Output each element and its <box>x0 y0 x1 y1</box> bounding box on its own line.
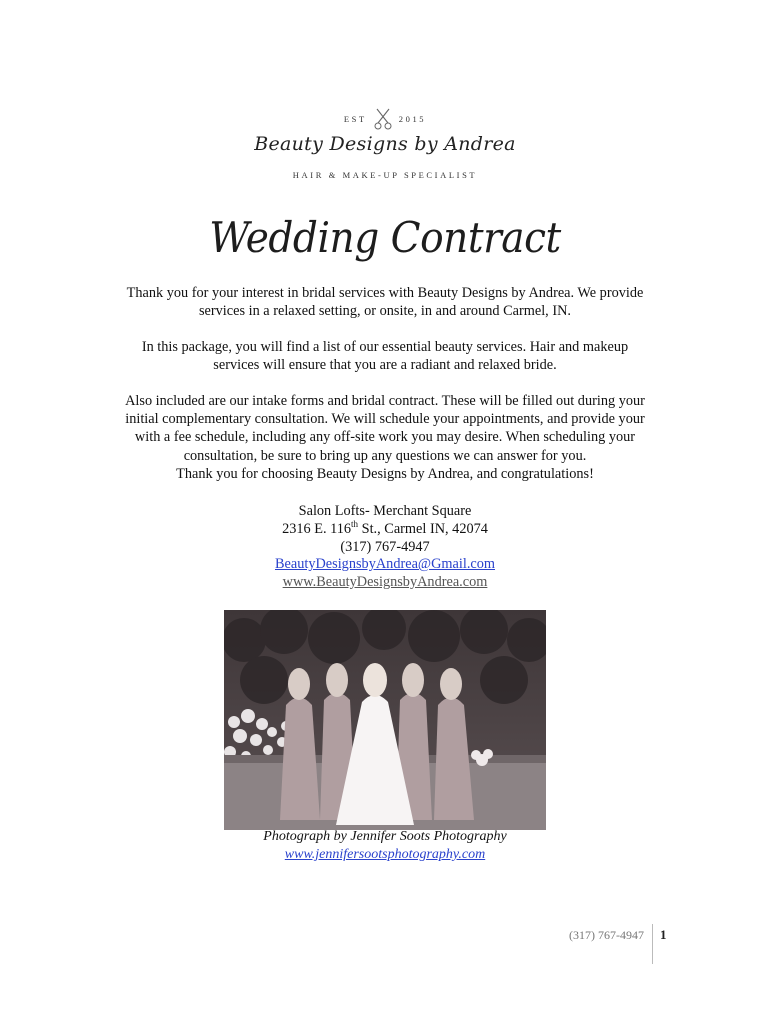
scissors-icon <box>373 108 393 130</box>
footer-divider <box>652 924 653 964</box>
photographer-link[interactable]: www.jennifersootsphotography.com <box>284 847 486 862</box>
text-line: with a fee schedule, including any off-site work you may desire. When scheduling your <box>134 429 636 446</box>
forms-paragraph <box>0 392 770 483</box>
text-line: consultation, be sure to bring up any questions we can answer for you. <box>183 447 587 464</box>
text-line: Also included are our intake forms and bridal contract. These will be filled out during your <box>125 393 645 409</box>
text-line: services will ensure that you are a radiant and relaxed bride. <box>213 357 557 374</box>
salon-name: Salon Lofts- Merchant Square <box>298 503 472 519</box>
brand-tagline: HAIR & MAKE-UP SPECIALIST <box>292 170 478 180</box>
street-address: 2316 E. 116th St., Carmel IN, 42074 <box>282 519 488 537</box>
footer-phone: (317) 767-4947 <box>569 928 644 942</box>
text-line: Thank you for choosing Beauty Designs by Andrea, and congratulations! <box>176 465 594 482</box>
text-line: services in a relaxed setting, or onsite, in and around Carmel, IN. <box>198 303 571 320</box>
page-number: 1 <box>660 927 667 942</box>
text-line: Thank you for your interest in bridal services with Beauty Designs by Andrea. We provide <box>126 285 644 301</box>
email-link[interactable]: BeautyDesignsbyAndrea@Gmail.com <box>274 556 496 572</box>
intro-paragraph <box>0 284 770 320</box>
page-title: Wedding Contract <box>209 213 561 262</box>
bridal-party-photo <box>224 610 546 830</box>
logo-est: EST <box>343 114 367 124</box>
logo-year: 2015 <box>398 114 427 124</box>
photo-caption: Photograph by Jennifer Soots Photography <box>263 829 507 844</box>
website-link[interactable]: www.BeautyDesignsbyAndrea.com <box>282 574 488 590</box>
text-line: initial complementary consultation. We will schedule your appointments, and provide your <box>125 411 645 428</box>
phone-number: (317) 767-4947 <box>340 539 430 555</box>
logo-established <box>0 108 770 130</box>
services-paragraph <box>0 338 770 374</box>
text-line: In this package, you will find a list of our essential beauty services. Hair and makeup <box>141 339 629 355</box>
brand-name: Beauty Designs by Andrea <box>254 133 516 155</box>
